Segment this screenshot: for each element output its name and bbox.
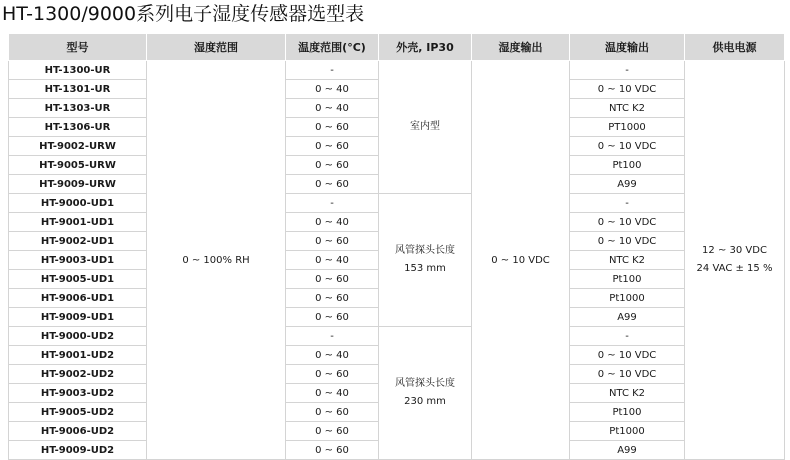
page-title: HT-1300/9000系列电子湿度传感器选型表 [2,3,365,25]
header-row [9,34,785,61]
model-cell: HT-9009-UD1 [9,308,147,327]
temperature-output-cell: 0 ~ 10 VDC [570,80,685,99]
power-line: 24 VAC ± 15 % [696,263,773,274]
model-cell: HT-9003-UD2 [9,384,147,403]
temperature-range-cell: 0 ~ 40 [286,80,379,99]
housing-line: 153 mm [404,263,446,274]
temperature-range-cell: 0 ~ 40 [286,251,379,270]
temperature-output-cell: - [570,194,685,213]
sensor-selection-table [8,33,785,460]
temperature-range-cell: 0 ~ 60 [286,175,379,194]
temperature-output-cell: - [570,61,685,80]
table-row [9,327,785,346]
temperature-range-cell: 0 ~ 40 [286,384,379,403]
temperature-range-cell: 0 ~ 40 [286,99,379,118]
header-humidity-output: 湿度输出 [472,34,570,61]
temperature-output-cell: A99 [570,441,685,460]
housing-cell [379,61,472,194]
model-cell: HT-9005-UD1 [9,270,147,289]
model-cell: HT-9001-UD2 [9,346,147,365]
temperature-output-cell: PT1000 [570,118,685,137]
header-housing: 外壳, IP30 [379,34,472,61]
header-power-supply: 供电电源 [685,34,785,61]
temperature-output-cell: - [570,327,685,346]
model-cell: HT-1306-UR [9,118,147,137]
header-temperature-range: 温度范围(°C) [286,34,379,61]
temperature-range-cell: 0 ~ 60 [286,365,379,384]
model-cell: HT-9009-URW [9,175,147,194]
temperature-range-cell: 0 ~ 60 [286,289,379,308]
temperature-output-cell: NTC K2 [570,384,685,403]
model-cell: HT-9006-UD2 [9,422,147,441]
table-row [9,194,785,213]
humidity-range-cell: 0 ~ 100% RH [147,61,286,460]
temperature-output-cell: Pt100 [570,270,685,289]
power-line: 12 ~ 30 VDC [702,245,767,256]
temperature-output-cell: NTC K2 [570,251,685,270]
temperature-range-cell: 0 ~ 40 [286,346,379,365]
model-cell: HT-9006-UD1 [9,289,147,308]
header-model: 型号 [9,34,147,61]
model-cell: HT-9000-UD2 [9,327,147,346]
model-cell: HT-9003-UD1 [9,251,147,270]
temperature-output-cell: NTC K2 [570,99,685,118]
model-cell: HT-9000-UD1 [9,194,147,213]
temperature-output-cell: 0 ~ 10 VDC [570,232,685,251]
header-humidity-range: 湿度范围 [147,34,286,61]
model-cell: HT-9002-UD1 [9,232,147,251]
temperature-output-cell: A99 [570,175,685,194]
model-cell: HT-9002-URW [9,137,147,156]
housing-line: 室内型 [410,121,440,132]
housing-line: 风管探头长度 [395,245,455,256]
temperature-range-cell: 0 ~ 60 [286,441,379,460]
model-cell: HT-9005-UD2 [9,403,147,422]
temperature-range-cell: 0 ~ 60 [286,118,379,137]
temperature-range-cell: 0 ~ 60 [286,422,379,441]
model-cell: HT-9001-UD1 [9,213,147,232]
temperature-range-cell: 0 ~ 60 [286,137,379,156]
model-cell: HT-9002-UD2 [9,365,147,384]
table-row [9,61,785,80]
temperature-output-cell: Pt1000 [570,422,685,441]
model-cell: HT-1300-UR [9,61,147,80]
housing-line: 230 mm [404,396,446,407]
temperature-output-cell: Pt100 [570,403,685,422]
power-supply-cell [685,61,785,460]
temperature-range-cell: 0 ~ 60 [286,308,379,327]
temperature-range-cell: 0 ~ 60 [286,232,379,251]
temperature-range-cell: - [286,194,379,213]
model-cell: HT-9009-UD2 [9,441,147,460]
temperature-output-cell: Pt1000 [570,289,685,308]
temperature-range-cell: 0 ~ 60 [286,403,379,422]
temperature-output-cell: 0 ~ 10 VDC [570,137,685,156]
temperature-range-cell: - [286,327,379,346]
housing-cell [379,194,472,327]
housing-line: 风管探头长度 [395,378,455,389]
model-cell: HT-1303-UR [9,99,147,118]
temperature-range-cell: 0 ~ 40 [286,213,379,232]
housing-cell [379,327,472,460]
temperature-output-cell: Pt100 [570,156,685,175]
temperature-output-cell: 0 ~ 10 VDC [570,365,685,384]
temperature-output-cell: 0 ~ 10 VDC [570,346,685,365]
model-cell: HT-9005-URW [9,156,147,175]
model-cell: HT-1301-UR [9,80,147,99]
temperature-range-cell: 0 ~ 60 [286,156,379,175]
temperature-output-cell: 0 ~ 10 VDC [570,213,685,232]
header-temperature-output: 温度输出 [570,34,685,61]
temperature-output-cell: A99 [570,308,685,327]
humidity-output-cell: 0 ~ 10 VDC [472,61,570,460]
temperature-range-cell: - [286,61,379,80]
table-body [9,61,785,460]
temperature-range-cell: 0 ~ 60 [286,270,379,289]
